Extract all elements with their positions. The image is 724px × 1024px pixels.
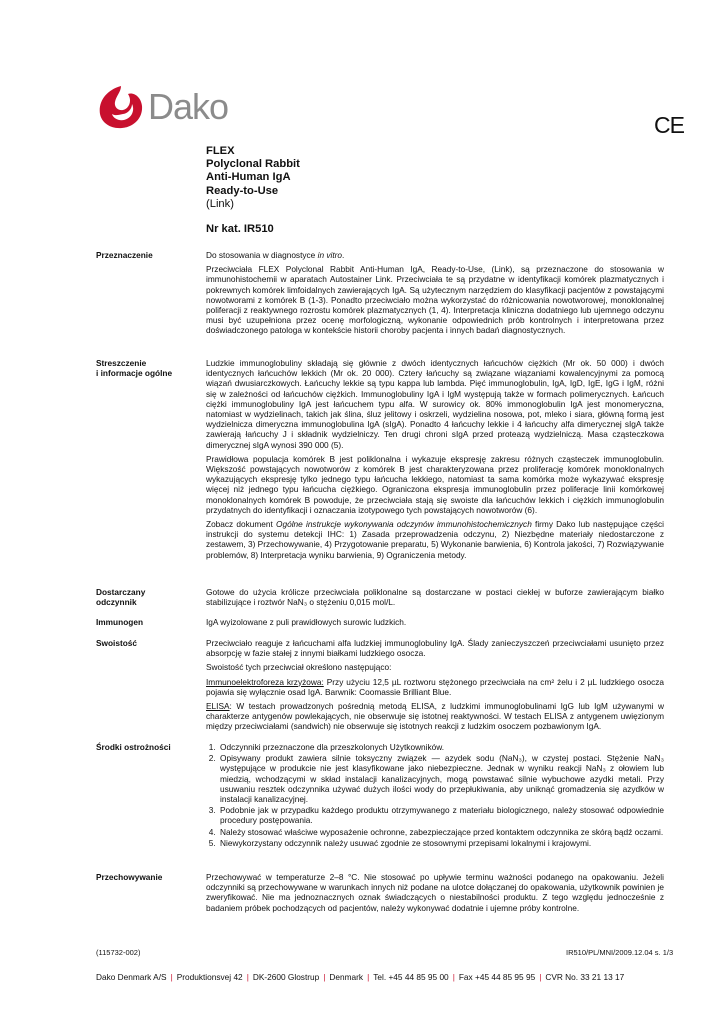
list-item: 4. Należy stosować właściwe wyposażenie ochronne, zabezpieczające przed kontaktem odczynnika ze skórą bądź oczami. — [218, 827, 664, 837]
section-content — [206, 638, 664, 736]
section-label: Przeznaczenie — [96, 250, 153, 260]
footer-tel: Tel. +45 44 85 95 00 — [373, 972, 449, 982]
brand-name: Dako — [148, 86, 229, 127]
title-line-1: FLEX — [206, 145, 235, 157]
paragraph: Przechowywać w temperaturze 2–8 °C. Nie stosować po upływie terminu ważności podanego na opakowaniu. Jeżeli odczynniki są przechowywane w warunkach innych niż podane na ulotce dołączanej do opakowania, użytkownik powinien je zweryfikować. Nie ma jednoznacznych oznak świadczących o niestabilności produktu. Z tego względu jednocześnie z badaniem próbek pochodzących od pacjentów, należy wykonywać dodatnie i ujemne próby kontrolne. — [206, 872, 664, 913]
section-content — [206, 587, 664, 611]
product-title — [206, 145, 300, 211]
section-content — [206, 250, 664, 340]
section-content — [206, 358, 664, 564]
section-label: Immunogen — [96, 617, 144, 627]
footer-fax: Fax +45 44 85 95 95 — [458, 972, 536, 982]
paragraph: Immunoelektroforeza krzyżowa: Przy użyciu 12,5 µL roztworu stężonego przeciwciała na cm² żelu i 2 µL ludzkiego osocza pojawia się wyłącznie osad IgA. Barwnik: Coomassie Brilliant Blue. — [206, 676, 664, 697]
section-label: Streszczenie i informacje ogólne — [96, 358, 173, 379]
section-content — [206, 742, 664, 849]
footer-city: DK-2600 Glostrup — [252, 972, 320, 982]
paragraph: Zobacz dokument Ogólne instrukcje wykonywania odczynów immunohistochemicznych firmy Dako lub następujące części instrukcji do systemu detekcji IHC: 1) Zasada przeprowadzenia odczynu, 2) Niezbędne materiały niedostarczone z zestawem, 3) Przechowywanie, 4) Przygotowanie preparatu, 5) Wykonanie barwienia, 6) Kontrola jakości, 7) Rozwiązywanie problemów, 8) Interpretacja wyniku barwienia, 9) Ograniczenia metody. — [206, 519, 664, 560]
section-label: Dostarczany odczynnik — [96, 587, 146, 608]
dako-logo — [96, 84, 228, 130]
separator: | — [170, 972, 173, 982]
separator: | — [452, 972, 455, 982]
paragraph: Przeciwciała FLEX Polyclonal Rabbit Anti-Human IgA, Ready-to-Use, (Link), są przeznaczone do stosowania w immunohistochemii w aparatach Autostainer Link. Przeciwciała te są przydatne w identyfikacji komórek plazmatycznych i pokrewnych komórek limfoidalnych zawierających IgA. Są użytecznym narzędziem do klasyfikacji pacjentów z powstającymi nowotworami z komórek B (1-3). Ponadto przeciwciało można wykorzystać do różnicowania nowotworowej, monoklonalnej poliferacji z reaktywnego rozrostu komórek plazmatycznych (1, 4). Interpretacja kliniczna dodatniego lub ujemnego odczynu musi być uzupełniona przez ocenę morfologiczną, wykonanie odpowiednich prób kontrolnych i interpretowana przez doświadczonego patologa w kontekście historii choroby pacjenta i innych badań diagnostycznych. — [206, 264, 664, 336]
section-content — [206, 872, 664, 917]
list-item: 1. Odczynniki przeznaczone dla przeszkolonych Użytkowników. — [218, 742, 664, 752]
company-footer — [96, 972, 624, 982]
footer-country: Denmark — [329, 972, 364, 982]
ce-mark: CE — [654, 112, 684, 138]
catalog-number: Nr kat. IR510 — [206, 223, 274, 235]
paragraph: Do stosowania w diagnostyce in vitro. — [206, 250, 345, 260]
footer-company: Dako Denmark A/S — [96, 972, 167, 982]
dako-flame-logo-icon — [96, 84, 146, 130]
paragraph: IgA wyizolowane z puli prawidłowych surowic ludzkich. — [206, 617, 407, 627]
paragraph: Przeciwciało reaguje z łańcuchami alfa ludzkiej immunoglobuliny IgA. Ślady zanieczyszczeń przeciwciałami usunięto przez absorpcję w fazie stałej z innymi białkami ludzkiego osocza. — [206, 638, 664, 659]
title-line-5: (Link) — [206, 197, 234, 210]
footer-address: Produktionsvej 42 — [176, 972, 243, 982]
paragraph: Gotowe do użycia królicze przeciwciała poliklonalne są dostarczane w postaci ciekłej w buforze zawierającym białko stabilizujące i roztwór NaN₃ o stężeniu 0,015 mol/L. — [206, 587, 664, 608]
document-code: (115732-002) — [96, 948, 141, 957]
separator: | — [367, 972, 370, 982]
title-line-4: Ready-to-Use — [206, 184, 279, 197]
paragraph: Swoistość tych przeciwciał określono następująco: — [206, 662, 392, 673]
separator: | — [246, 972, 249, 982]
paragraph: Ludzkie immunoglobuliny składają się głównie z dwóch identycznych łańcuchów ciężkich (Mr ok. 50 000) i dwóch identycznych łańcuchów lekkich (Mr ok. 20 000). Cztery łańcuchy są związane wiązaniami kowalencyjnymi za pomocą wiązań dwusiarczkowych. Łańcuchy lekkie są typu kappa lub lambda. Pięć immunoglobulin, IgA, IgD, IgE, IgG i IgM, różni się w zależności od łańcuchów ciężkich. Immunoglobuliny IgA i IgM występują także w formach polimerycznych. Łańcuch ciężki immunoglobuliny IgA jest łańcuchem typu alfa. W surowicy ok. 80% immonoglobulin IgA jest monomeryczna, natomiast w wydzielinach, takich jak ślina, śluz jelitowy i oskrzeli, wydzielina nosowa, pot, mleko i siara, główną formą jest wydzielnicza dimeryczna immunoglobulina IgA (sIgA). Ponadto 4 łańcuchy lekkie i 4 łańcuchy alfa dimerycznej sIgA także zawierają łańcuchy J i składnik wydzielniczy. Ten drugi chroni sIgA przed proteazą wydzielniczą. Masa cząsteczkowa dimerycznej sIgA wynosi 390 000 (5). — [206, 358, 664, 450]
separator: | — [323, 972, 326, 982]
paragraph: ELISA: W testach prowadzonych pośrednią metodą ELISA, z ludzkimi immunoglobulinami IgG lub IgM używanymi w charakterze antygenów powlekających, nie obserwuje się istotnej reaktywności. W testach ELISA z antygenem uwięzionym między przeciwciałami (sandwich) nie obserwuje się istotnych reakcji z ludzkim osoczem pozbawionym IgA. — [206, 701, 664, 732]
page-reference: IR510/PL/MNI/2009.12.04 s. 1/3 — [566, 948, 674, 957]
title-line-2: Polyclonal Rabbit — [206, 158, 300, 171]
section-label: Swoistość — [96, 638, 138, 648]
section-content — [206, 617, 664, 631]
paragraph: Prawidłowa populacja komórek B jest poliklonalna i wykazuje ekspresję zakresu różnych cząsteczek immunoglobulin. Większość powstających nowotworów z komórek B jest charakteryzowana przez proliferację komórek monoklonalnych wykazujących ekspresję tylko jednego typu łańcucha lekkiego, natomiast ta sama komórka może wykazywać ekspresję więcej niż jednego typu łańcucha ciężkiego. Ograniczona ekspresja immunoglobulin przez poliferacje linii komórkowej monoklonalnych komórek B powoduje, że przeciwciała stają się swoiste dla łańcuchów lekkich i ciężkich immunoglobulin przydatnych do identyfikacji i oznaczania izotypowego tych powstających nowotworów (6). — [206, 453, 664, 515]
list-item: 3. Podobnie jak w przypadku każdego produktu otrzymywanego z materiału biologicznego, należy stosować odpowiednie procedury postępowania. — [218, 805, 664, 825]
list-item: 2. Opisywany produkt zawiera silnie toksyczny związek — azydek sodu (NaN₃), w czystej postaci. Stężenie NaN₃ występujące w produkcie nie jest klasyfikowane jako niebezpieczne. Jednak w wyniku reakcji NaN₃ z ołowiem lub miedzią, wchodzącymi w skład instalacji kanalizacyjnych, mogą powstawać silnie wybuchowe azydki metali. Przy usuwaniu resztek odczynnika używać dużych ilości wody do przepłukiwania, aby uniknąć gromadzenia się azydków w instalacji kanalizacyjnej. — [218, 753, 664, 804]
list-item: 5. Niewykorzystany odczynnik należy usuwać zgodnie ze stosownymi przepisami lokalnymi i krajowymi. — [218, 838, 664, 848]
footer-cvr: CVR No. 33 21 13 17 — [545, 972, 625, 982]
section-label: Przechowywanie — [96, 872, 163, 882]
separator: | — [539, 972, 542, 982]
precautions-list — [206, 742, 664, 848]
section-label: Środki ostrożności — [96, 742, 171, 752]
title-line-3: Anti-Human IgA — [206, 171, 291, 184]
